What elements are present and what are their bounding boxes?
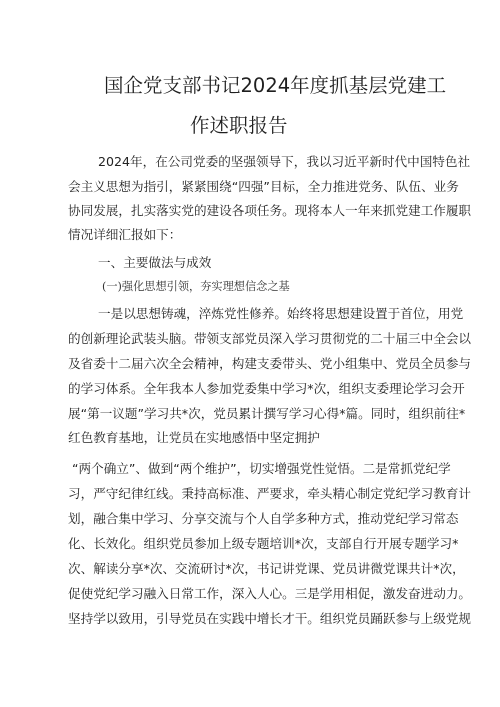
body-line-7: 及省委十二届六次全会精神，构建支委带头、党小组集中、党员全员参与 bbox=[68, 356, 471, 371]
body-line-8: 的学习体系。全年我本人参加党委集中学习*次，组织支委理论学习会开 bbox=[68, 381, 465, 396]
body-line-15: 次、解读分享*次、交流研讨*次，书记讲党课、党员讲微党课共计*次， bbox=[68, 561, 465, 576]
body-line-11: “两个确立”、做到“两个维护”，切实增强党性觉悟。二是常抓党纪学 bbox=[72, 461, 451, 476]
body-line-14: 化、长效化。组织党员参加上级专题培训*次，支部自行开展专题学习* bbox=[68, 536, 459, 551]
body-line-10: 红色教育基地，让党员在实地感悟中坚定拥护 bbox=[68, 430, 320, 445]
body-line-13: 划，融合集中学习、分享交流与个人自学多种方式，推动党纪学习常态 bbox=[68, 511, 459, 526]
body-line-1: 2024年，在公司党委的坚强领导下，我以习近平新时代中国特色社 bbox=[98, 154, 471, 169]
body-line-12: 习，严守纪律红线。秉持高标准、严要求，牵头精心制定党纪学习教育计 bbox=[68, 486, 471, 501]
subsection-heading: (一)强化思想引领，夯实理想信念之基 bbox=[102, 280, 290, 293]
body-line-5: 一是以思想铸魂，淬炼党性修养。始终将思想建设置于首位，用党 bbox=[98, 306, 464, 321]
document-title-line-1: 国企党支部书记2024年度抓基层党建工 bbox=[104, 74, 447, 97]
body-line-17: 坚持学以致用，引导党员在实践中增长才干。组织党员踊跃参与上级党规 bbox=[68, 611, 471, 626]
body-line-2: 会主义思想为指引，紧紧围绕“四强”目标，全力推进党务、队伍、业务 bbox=[68, 179, 459, 194]
section-heading: 一、主要做法与成效 bbox=[98, 255, 212, 270]
body-line-3: 协同发展，扎实落实党的建设各项任务。现将本人一年来抓党建工作履职 bbox=[68, 203, 471, 218]
body-line-16: 促使党纪学习融入日常工作，深入人心。三是学用相促，激发奋进动力。 bbox=[68, 586, 471, 601]
body-line-9: 展“第一议题”学习共*次，党员累计撰写学习心得*篇。同时，组织前往* bbox=[68, 406, 466, 421]
body-line-4: 情况详细汇报如下： bbox=[68, 227, 182, 242]
document-title-line-2: 作述职报告 bbox=[190, 114, 288, 137]
body-line-6: 的创新理论武装头脑。带领支部党员深入学习贯彻党的二十届三中全会以 bbox=[68, 331, 471, 346]
